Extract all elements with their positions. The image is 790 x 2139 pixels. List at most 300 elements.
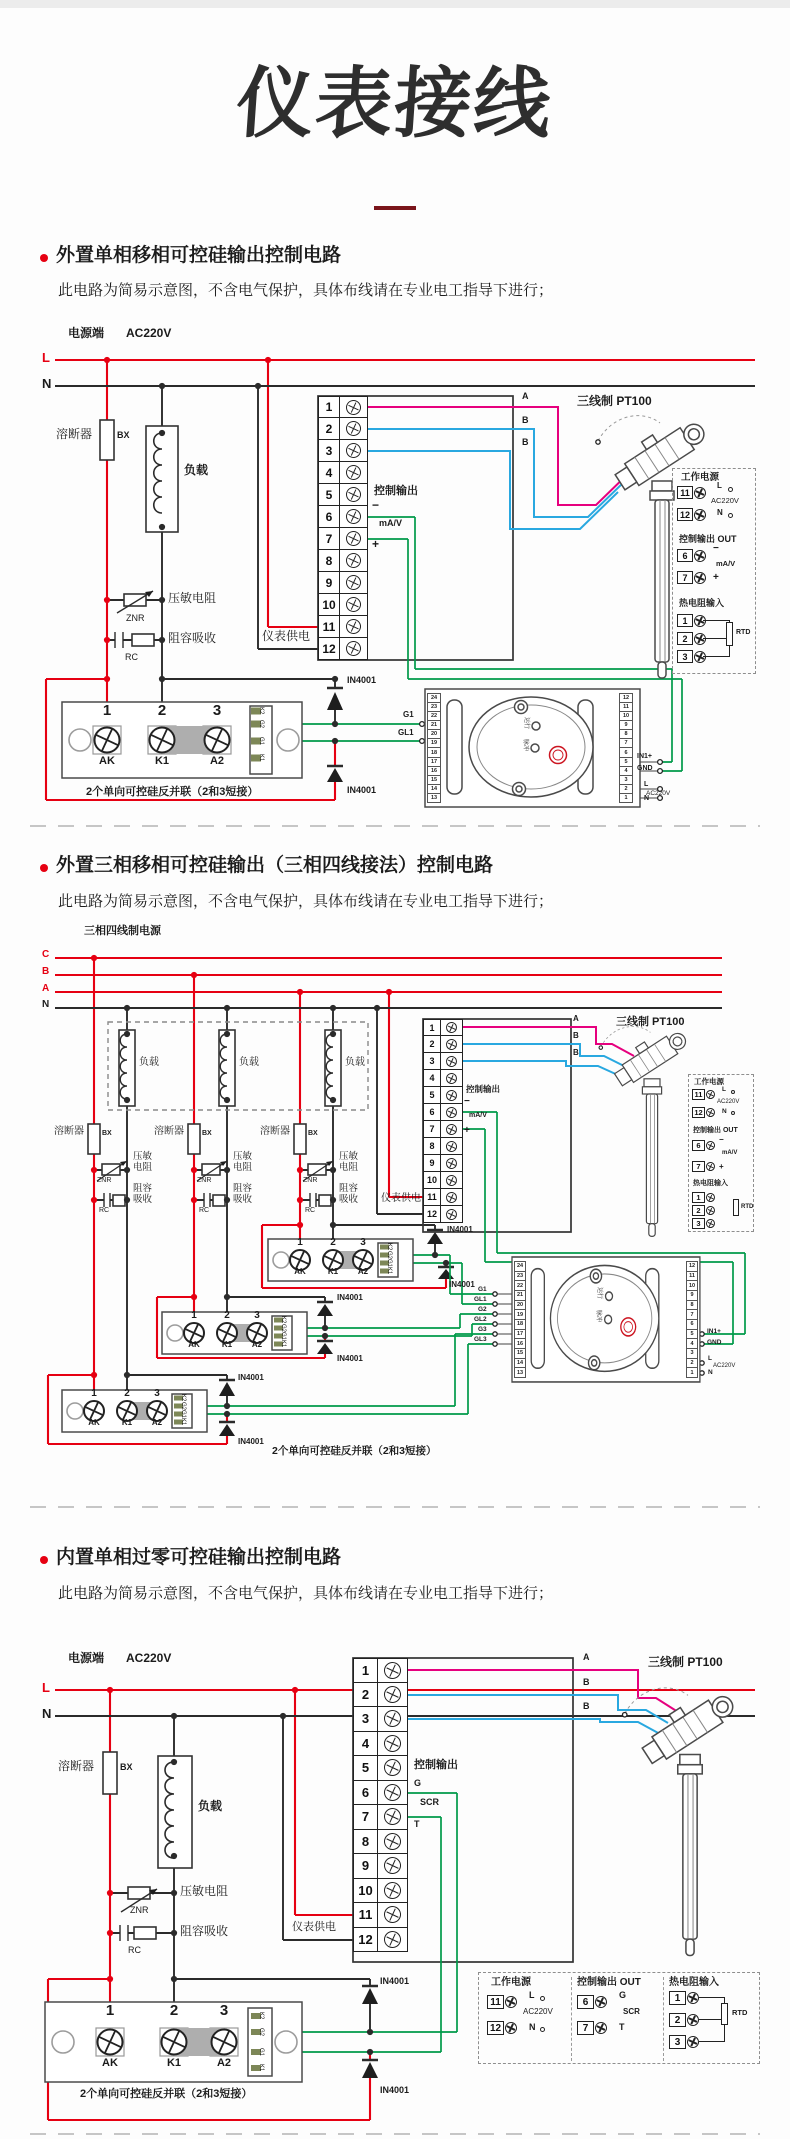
strip-number: 22 [427, 712, 441, 721]
screw-icon [381, 1854, 404, 1877]
znr-label: ZNR [197, 1177, 212, 1184]
screw-icon [381, 1879, 404, 1902]
rc-snubber-label: 阻容 [133, 1183, 153, 1194]
trigger-left-strip [514, 1261, 526, 1378]
legend-plus-label: + [719, 1162, 724, 1171]
screw-icon [444, 1207, 459, 1222]
div-shape: 11 [423, 1189, 441, 1206]
div-shape [340, 462, 368, 484]
legend-row [692, 1161, 715, 1172]
control-output-label: 控制输出 [466, 1084, 501, 1094]
div-shape [378, 1683, 408, 1708]
div-shape: 12 [423, 1206, 441, 1223]
g3-label: G3 [478, 1326, 487, 1333]
strip-number: 13 [427, 794, 441, 803]
module-terminal-label: A2 [209, 755, 225, 767]
screw-icon [344, 397, 364, 417]
znr-label: ZNR [130, 1905, 149, 1915]
znr-label: ZNR [126, 613, 145, 623]
scr-label: SCR [420, 1797, 440, 1807]
terminal-row [423, 1121, 463, 1138]
line-l-label: L [42, 1680, 50, 1695]
scr-caption: 2个单向可控硅反并联（2和3短接） [272, 1445, 437, 1457]
rc-snubber-label: 阻容吸收 [180, 1924, 229, 1938]
legend-l-label: L [529, 1990, 535, 2000]
strip-number: 21 [427, 721, 441, 730]
stub-circle-icon [731, 1111, 735, 1115]
stub-circle-icon [728, 513, 733, 518]
legend-minus-label: − [719, 1135, 724, 1144]
module-side-label: G1 [180, 1410, 186, 1419]
plus-label: + [464, 1125, 470, 1136]
fuse-code-label: BX [102, 1130, 112, 1137]
strip-number: 18 [514, 1320, 526, 1330]
fuse-label: 溶断器 [56, 427, 93, 441]
terminal-row [423, 1070, 463, 1087]
circle-shape [275, 2031, 297, 2053]
rtd-resistor-icon [733, 1199, 739, 1216]
legend-row [677, 571, 706, 584]
legend-minus-label: − [713, 543, 719, 554]
module-side-label: G1 [280, 1332, 286, 1341]
pulse-indicator-label: 脉冲 [522, 739, 528, 752]
legend-box [672, 468, 756, 674]
rtd-resistor-icon [721, 2003, 728, 2025]
terminal-row [423, 1155, 463, 1172]
legend-terminal-number: 6 [692, 1140, 705, 1151]
screw-icon [444, 1037, 459, 1052]
strip-number: 23 [427, 703, 441, 712]
t-label: T [414, 1819, 420, 1829]
trigger-n-label: N [708, 1369, 713, 1376]
strip-number: 14 [514, 1359, 526, 1369]
div-shape: 4 [353, 1732, 378, 1757]
legend-terminal-number: 11 [487, 1995, 504, 2009]
legend-l-label: L [717, 481, 722, 490]
screw-icon [692, 507, 708, 523]
div-shape: 6 [353, 1781, 378, 1806]
screw-icon [344, 529, 364, 549]
strip-number: 11 [686, 1272, 698, 1282]
use-shape [425, 689, 640, 807]
legend-terminal-number: 6 [677, 549, 693, 562]
module-side-label: G2 [280, 1324, 286, 1333]
strip-number: 20 [514, 1301, 526, 1311]
fuse-code-label: BX [308, 1130, 318, 1137]
legend-wire [724, 2025, 725, 2042]
div-shape [378, 1732, 408, 1757]
diode-label: IN4001 [447, 1225, 473, 1234]
module-side-label: K1 [386, 1267, 392, 1275]
rect-shape [102, 1164, 120, 1175]
load-label: 负载 [184, 463, 209, 477]
module-terminal-number: 1 [105, 2002, 115, 2019]
screw-icon [381, 1659, 404, 1682]
section-2-note: 此电路为简易示意图，不含电气保护，具体布线请在专业电工指导下进行； [58, 893, 554, 910]
rect-shape [128, 1887, 150, 1899]
rect-shape [88, 1124, 100, 1154]
screw-icon [381, 1830, 404, 1853]
trigger-ac-label: AC220V [713, 1363, 736, 1369]
div-shape: 11 [353, 1903, 378, 1928]
stub-circle-icon [540, 2027, 545, 2032]
run-indicator-label: 运行 [596, 1287, 602, 1300]
scr-caption: 2个单向可控硅反并联（2和3短接） [86, 786, 259, 798]
fuse-code-label: BX [202, 1130, 212, 1137]
div-shape: 4 [423, 1070, 441, 1087]
terminal-row [353, 1707, 408, 1732]
module-terminal-number: 1 [91, 1388, 97, 1399]
module-side-label: G2 [386, 1251, 392, 1260]
legend-terminal-number: 11 [677, 486, 693, 499]
div-shape: 2 [318, 418, 340, 440]
circle-shape [493, 1312, 497, 1316]
screw-icon [705, 1218, 717, 1230]
div-shape [340, 484, 368, 506]
strip-number: 6 [686, 1320, 698, 1330]
screw-icon [503, 1994, 519, 2010]
legend-wire [699, 2041, 725, 2042]
div-shape [441, 1155, 463, 1172]
div-shape [340, 572, 368, 594]
fuse-label: 溶断器 [154, 1126, 184, 1137]
rc-code-label: RC [128, 1945, 141, 1955]
module-terminal-number: 3 [360, 1237, 366, 1248]
circle-shape [52, 2031, 74, 2053]
rtd-resistor-icon [726, 622, 733, 646]
module-terminal-label: AK [188, 1340, 200, 1349]
stub-circle-icon [731, 1090, 735, 1094]
rc-snubber-label: 阻容 [339, 1183, 359, 1194]
terminal-row [353, 1879, 408, 1904]
strip-number: 19 [514, 1310, 526, 1320]
gnd-label: GND [637, 765, 653, 772]
legend-ac-label: AC220V [711, 496, 739, 505]
leg-num: 1 [669, 1991, 686, 2005]
rect-shape [319, 1195, 331, 1206]
legend-row [692, 1107, 715, 1118]
wire-b-label: B [583, 1701, 590, 1711]
strip-number: 3 [686, 1349, 698, 1359]
terminal-row [353, 1658, 408, 1683]
section-1-heading: 外置单相移相可控硅输出控制电路 [56, 245, 342, 266]
div-shape: 1 [318, 396, 340, 418]
fuse-label: 溶断器 [260, 1126, 290, 1137]
line-n-label: N [42, 376, 52, 391]
legend-terminal-number: 1 [692, 1192, 705, 1203]
legend-terminal-number: 2 [677, 632, 693, 645]
module-side-label: K2 [258, 2012, 264, 2020]
div-shape [441, 1189, 463, 1206]
circle-shape [420, 739, 425, 744]
screw-icon [344, 595, 364, 615]
screw-icon [503, 2020, 519, 2036]
minus-label: − [464, 1096, 470, 1107]
div-shape [340, 418, 368, 440]
rc-snubber-label: 阻容吸收 [168, 631, 217, 645]
pulse-indicator-label: 脉冲 [595, 1310, 601, 1323]
terminal-row [423, 1172, 463, 1189]
line-a-label: A [42, 983, 50, 994]
path-shape [115, 632, 123, 648]
div-shape [441, 1019, 463, 1036]
line-n-label: N [42, 1706, 52, 1721]
module-terminal-number: 3 [212, 702, 222, 719]
module-terminal-number: 2 [157, 702, 167, 719]
terminal-row [353, 1854, 408, 1879]
div-shape: 10 [318, 594, 340, 616]
legend-box [688, 1074, 754, 1232]
strip-number: 7 [619, 739, 633, 748]
div-shape: 12 [353, 1928, 378, 1953]
fuse-label: 溶断器 [58, 1759, 95, 1773]
terminal-row [318, 440, 368, 462]
div-shape [378, 1658, 408, 1683]
module-terminal-number: 3 [254, 1310, 260, 1321]
path-shape [327, 692, 343, 782]
rect-shape [113, 1195, 125, 1206]
terminal-row [423, 1138, 463, 1155]
varistor-label: 压敏 [133, 1151, 153, 1162]
strip-number: 1 [619, 794, 633, 803]
screw-icon [444, 1020, 459, 1035]
trigger-right-strip [619, 693, 633, 803]
div-shape [340, 506, 368, 528]
div-shape: 1 [353, 1658, 378, 1683]
screw-icon [705, 1089, 717, 1101]
screw-icon [444, 1054, 459, 1069]
rc-code-label: RC [199, 1207, 210, 1214]
terminal-row [353, 1830, 408, 1855]
gl1-label: GL1 [398, 728, 414, 737]
legend-terminal-number: 7 [692, 1161, 705, 1172]
rect-shape [213, 1195, 225, 1206]
circle-shape [69, 729, 91, 751]
in1-label: IN1+ [637, 753, 652, 760]
div-shape: 5 [353, 1756, 378, 1781]
strip-number: 8 [619, 730, 633, 739]
div-shape: 5 [318, 484, 340, 506]
strip-number: 8 [686, 1301, 698, 1311]
control-output-label: 控制输出 [374, 485, 418, 497]
module-terminal-label: K1 [221, 1340, 233, 1349]
legend-row [692, 1140, 715, 1151]
legend-plus-label: + [713, 572, 719, 583]
module-terminal-label: A2 [251, 1340, 263, 1349]
module-terminal-label: AK [294, 1267, 306, 1276]
power-end-label: 电源端 [68, 1651, 105, 1665]
rc-snubber-label: 吸收 [133, 1194, 153, 1205]
screw-icon [705, 1205, 717, 1217]
div-shape: 8 [318, 550, 340, 572]
strip-number: 4 [686, 1339, 698, 1349]
div-shape: 7 [353, 1805, 378, 1830]
legend-n-label: N [529, 2022, 536, 2032]
legend-scr-label: SCR [623, 2007, 640, 2016]
section-3-heading: 内置单相过零可控硅输出控制电路 [56, 1547, 342, 1568]
module-side-label: G2 [180, 1402, 186, 1411]
div-shape [441, 1053, 463, 1070]
znr-label: ZNR [97, 1177, 112, 1184]
wire-a-label: A [522, 391, 529, 401]
diode-label: IN4001 [347, 785, 377, 795]
terminal-row [318, 572, 368, 594]
strip-number: 5 [619, 758, 633, 767]
g2-label: G2 [478, 1306, 487, 1313]
page-title: 仪表接线 [233, 61, 556, 147]
div-shape: 3 [423, 1053, 441, 1070]
strip-number: 17 [427, 758, 441, 767]
div-shape [340, 396, 368, 418]
div-shape: 4 [318, 462, 340, 484]
screw-icon [593, 2020, 609, 2036]
trigger-n-label: N [644, 795, 650, 802]
module-terminal-label: A2 [216, 2057, 232, 2069]
screw-icon [381, 1903, 404, 1926]
strip-number: 18 [427, 748, 441, 757]
strip-number: 21 [514, 1291, 526, 1301]
div-shape: 9 [353, 1854, 378, 1879]
div-shape [441, 1138, 463, 1155]
trigger-right-strip [686, 1261, 698, 1378]
varistor-label: 电阻 [339, 1162, 359, 1173]
legend-wire [703, 656, 730, 657]
terminal-row [353, 1903, 408, 1928]
div-shape [441, 1036, 463, 1053]
screw-icon [381, 1928, 404, 1951]
module-side-label: K2 [180, 1394, 186, 1402]
legend-rtd-title: 热电阻输入 [693, 1180, 728, 1187]
path-shape [463, 1027, 634, 1056]
legend-l-label: L [722, 1086, 726, 1093]
diode-label: IN4001 [238, 1373, 264, 1382]
terminal-row [423, 1206, 463, 1223]
module-terminal-label: K1 [327, 1267, 339, 1276]
legend-rtd-label: RTD [741, 1204, 754, 1210]
module-terminal-label: K1 [166, 2057, 182, 2069]
circle-shape [493, 1332, 497, 1336]
screw-icon [344, 551, 364, 571]
legend-terminal-number: 12 [692, 1107, 705, 1118]
circle-shape [420, 722, 425, 727]
legend-wire [729, 646, 730, 657]
legend-terminal-number: 11 [692, 1089, 705, 1100]
load-label: 负载 [345, 1057, 365, 1068]
rc-snubber-label: 吸收 [339, 1194, 359, 1205]
varistor-label: 压敏 [339, 1151, 359, 1162]
screw-icon [444, 1139, 459, 1154]
terminal-row [353, 1732, 408, 1757]
line-c-label: C [42, 949, 50, 960]
div-shape [441, 1172, 463, 1189]
terminal-row [318, 550, 368, 572]
module-terminal-number: 3 [219, 2002, 229, 2019]
legend-terminal-number: 12 [487, 2021, 504, 2035]
legend-row [677, 486, 706, 499]
rect-shape [134, 1927, 156, 1939]
use-shape [512, 1257, 700, 1382]
diode-label: IN4001 [238, 1437, 264, 1446]
meter-supply-label: 仪表供电 [262, 629, 311, 643]
znr-label: ZNR [303, 1177, 318, 1184]
legend-row [487, 2021, 517, 2035]
terminal-row [423, 1189, 463, 1206]
strip-number: 10 [619, 712, 633, 721]
wire-b-label: B [522, 437, 529, 447]
screw-icon [444, 1190, 459, 1205]
mav-label: mA/V [469, 1112, 487, 1119]
module-terminal-number: 1 [102, 702, 112, 719]
screw-icon [444, 1122, 459, 1137]
trigger-l-label: L [708, 1355, 712, 1362]
terminal-row [318, 462, 368, 484]
legend-row [677, 632, 706, 645]
varistor-label: 压敏电阻 [180, 1884, 229, 1898]
diode-label: IN4001 [380, 1976, 410, 1986]
plus-label: + [372, 537, 380, 551]
terminal-row [318, 528, 368, 550]
screw-icon [593, 1994, 609, 2010]
line-l-label: L [42, 350, 50, 365]
strip-number: 14 [427, 785, 441, 794]
leg-num: 2 [669, 2013, 686, 2027]
rect-shape [294, 1124, 306, 1154]
rc-code-label: RC [305, 1207, 316, 1214]
legend-row [692, 1089, 715, 1100]
legend-wire [699, 2019, 723, 2020]
div-shape [378, 1707, 408, 1732]
diode-label: IN4001 [449, 1280, 475, 1289]
screw-icon [381, 1732, 404, 1755]
legend-out-title: 控制输出 OUT [577, 1977, 641, 1988]
screw-icon [444, 1105, 459, 1120]
screw-icon [344, 617, 364, 637]
meter-supply-label: 仪表供电 [381, 1193, 421, 1204]
scr-caption: 2个单向可控硅反并联（2和3短接） [80, 2088, 253, 2100]
div-shape: 12 [318, 638, 340, 660]
legend-mav-label: mA/V [722, 1150, 738, 1156]
legend-row [577, 1995, 607, 2009]
terminal-row [423, 1104, 463, 1121]
circle-shape [658, 769, 663, 774]
fuse-label: 溶断器 [54, 1126, 84, 1137]
strip-number: 2 [619, 785, 633, 794]
path-shape [368, 429, 626, 529]
module-side-label: G1 [258, 737, 264, 746]
rc-code-label: RC [125, 652, 138, 662]
module-terminal-number: 2 [169, 2002, 179, 2019]
rect-shape [146, 426, 178, 532]
div-shape [340, 528, 368, 550]
legend-mav-label: mA/V [716, 559, 736, 568]
module-side-label: G2 [258, 2028, 264, 2037]
gl3-label: GL3 [474, 1336, 487, 1343]
screw-icon [381, 1707, 404, 1730]
rc-snubber-label: 阻容 [233, 1183, 253, 1194]
module-terminal-number: 2 [124, 1388, 130, 1399]
diode-label: IN4001 [380, 2085, 410, 2095]
strip-number: 19 [427, 739, 441, 748]
circle-shape [493, 1302, 497, 1306]
strip-number: 10 [686, 1281, 698, 1291]
gate-label: G [414, 1778, 422, 1788]
legend-row [669, 2035, 699, 2049]
terminal-row [423, 1019, 463, 1036]
screw-icon [705, 1192, 717, 1204]
screw-icon [444, 1071, 459, 1086]
pt100-label: 三线制 PT100 [577, 394, 652, 408]
rect-shape [219, 1030, 235, 1106]
